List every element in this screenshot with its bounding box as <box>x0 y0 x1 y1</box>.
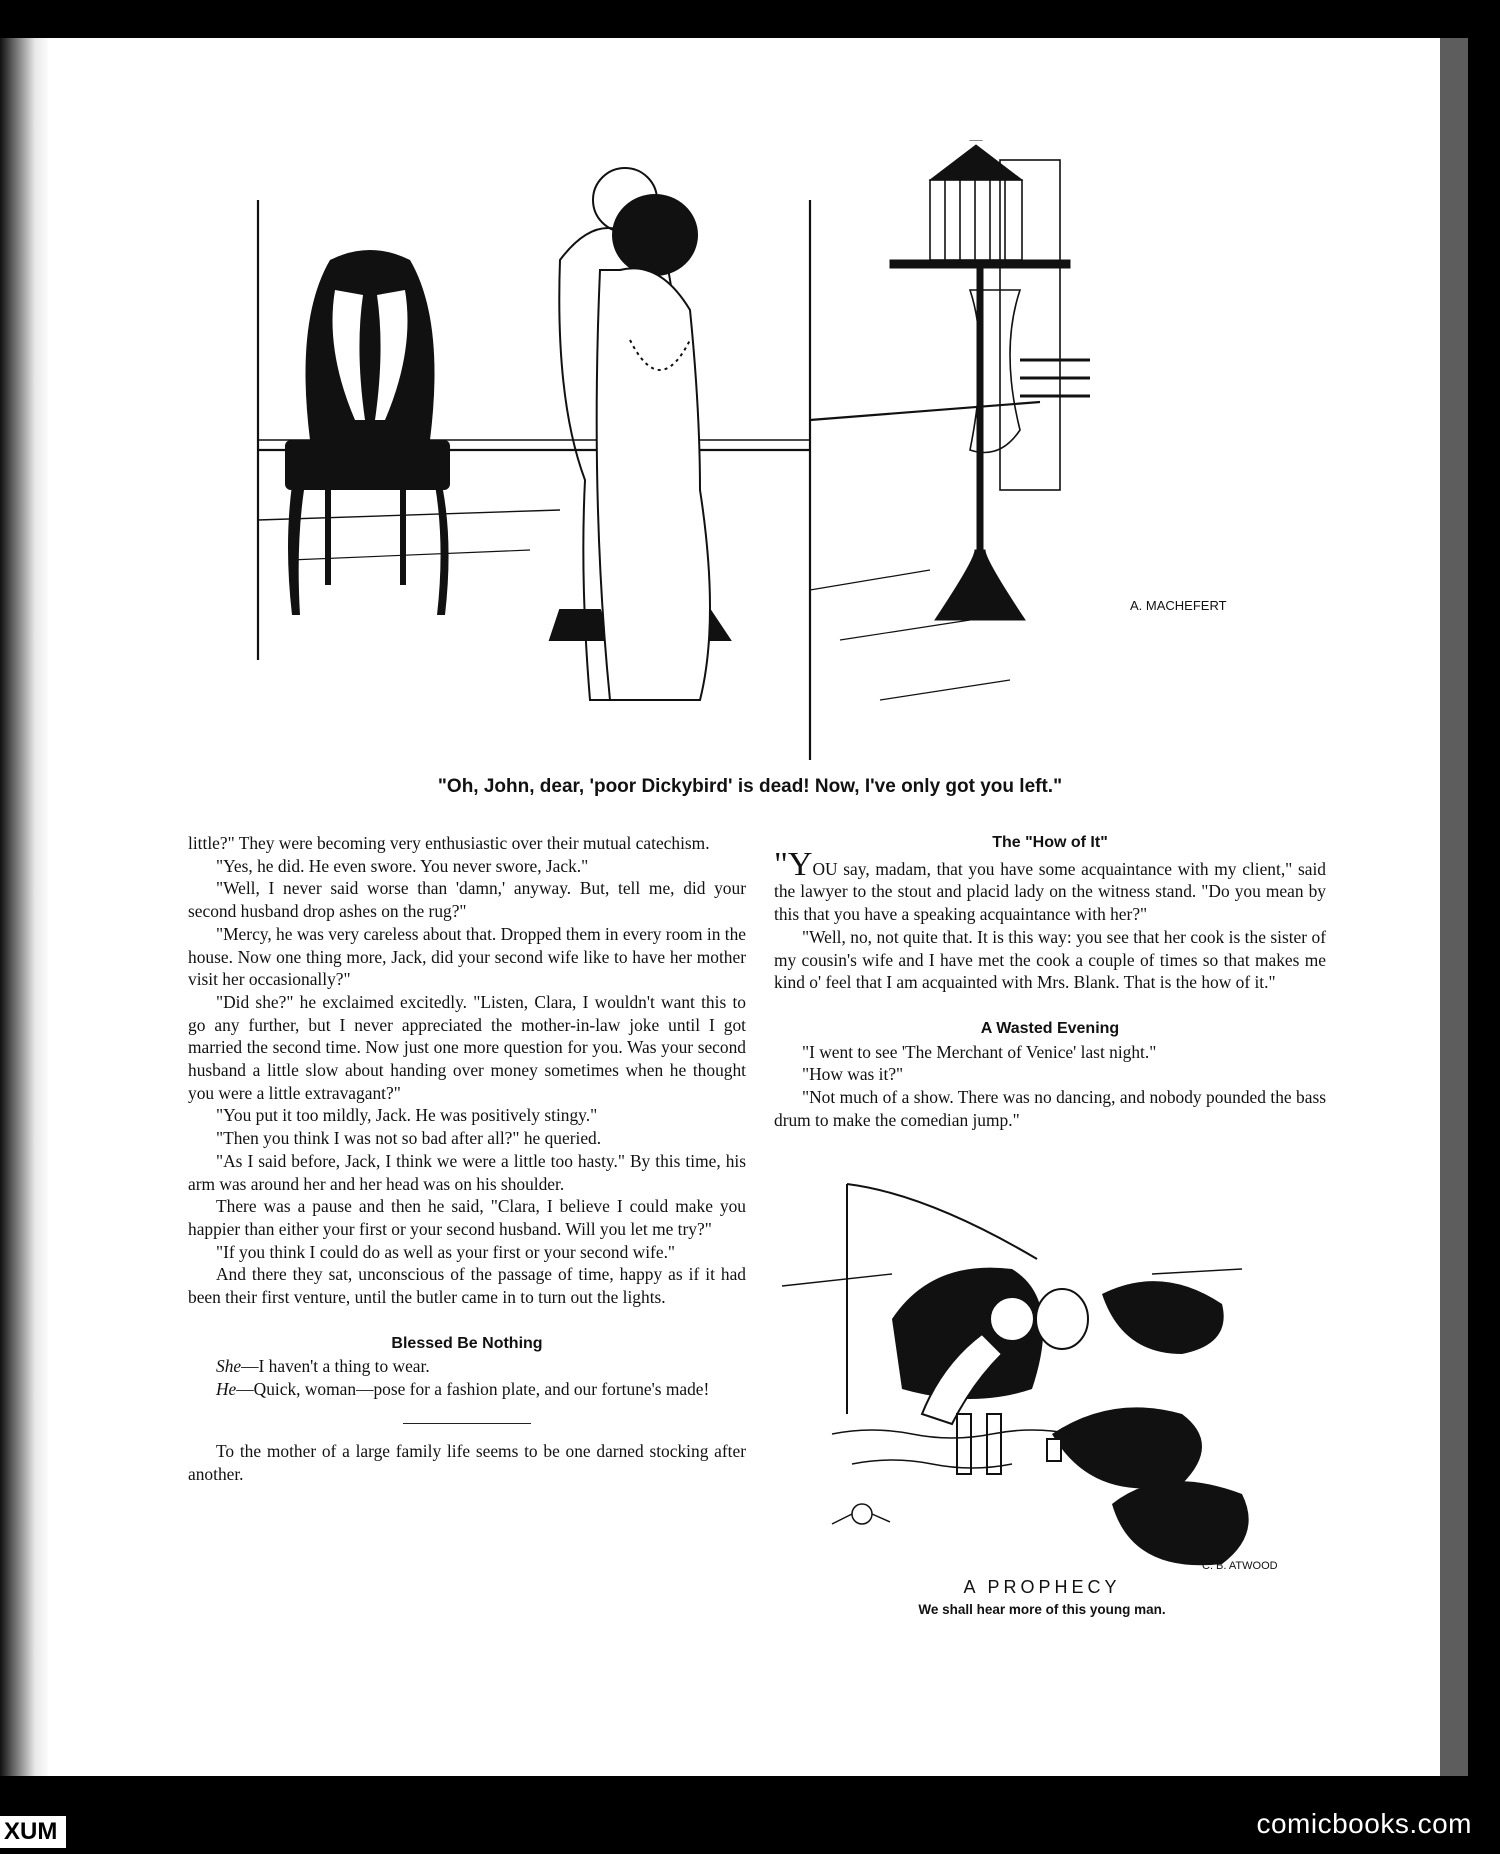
how-of-it-text: OU say, madam, that you have some acquaintance with my client," said the lawyer to the stout and placid lady on the witness stand. "Do you mean by this that you have a speaking acquaintance with her?" <box>774 858 1326 925</box>
right-text-column <box>774 832 1326 1131</box>
body-paragraph: "Then you think I was not so bad after all?" he queried. <box>216 1128 602 1149</box>
cartoon-couple-illustration <box>230 140 1310 780</box>
wasted-evening-line: "I went to see 'The Merchant of Venice' last night." <box>802 1041 1157 1062</box>
wasted-evening-line: "Not much of a show. There was no dancing, and nobody pounded the bass drum to make the comedian jump." <box>774 1087 1326 1130</box>
cartoon-top-signature: A. MACHEFERT <box>1130 598 1227 613</box>
speaker-he: He <box>216 1379 237 1400</box>
blessed-heading: Blessed Be Nothing <box>391 1334 543 1352</box>
blessed-line-she-text: —I haven't a thing to wear. <box>241 1356 430 1377</box>
cartoon-bottom-title: A PROPHECY <box>963 1577 1121 1597</box>
wasted-evening-heading: A Wasted Evening <box>980 1019 1120 1037</box>
body-paragraph: There was a pause and then he said, "Clara, I believe I could make you happier than either your first or your second husband. Will you let me try?" <box>188 1196 746 1239</box>
cartoon-top-caption: "Oh, John, dear, 'poor Dickybird' is dead! Now, I've only got you left." <box>437 776 1063 797</box>
body-paragraph: "Yes, he did. He even swore. You never swore, Jack." <box>216 855 589 876</box>
body-paragraph: little?" They were becoming very enthusiastic over their mutual catechism. <box>188 833 710 853</box>
body-paragraph: "Well, I never said worse than 'damn,' anyway. But, tell me, did your second husband drop ashes on the rug?" <box>188 878 746 922</box>
site-watermark: comicbooks.com <box>1256 1808 1472 1839</box>
page-edge-bar <box>1440 38 1468 1776</box>
body-paragraph: "If you think I could do as well as your first or your second wife." <box>216 1241 676 1262</box>
body-paragraph: "Mercy, he was very careless about that. Dropped them in every room in the house. Now one thing more, Jack, did your second wife like to have her mother visit her occasionally?" <box>188 923 746 990</box>
blessed-line-she <box>188 1355 746 1378</box>
blessed-line-he-text: —Quick, woman—pose for a fashion plate, and our fortune's made! <box>236 1379 710 1400</box>
drop-cap: "Y <box>774 845 813 883</box>
blessed-line-he <box>188 1378 746 1401</box>
cartoon-bottom-signature: C. B. ATWOOD <box>1202 1560 1278 1572</box>
how-of-it-paragraph-2: "Well, no, not quite that. It is this way: you see that her cook is the sister of my cousin's wife and I have met the cook a couple of times so that makes me kind o' feel that I am acquainted with Mrs. Blank. That is the how of it." <box>774 926 1326 993</box>
cartoon-fishing-boy-illustration <box>772 1174 1312 1584</box>
speaker-she: She <box>216 1356 242 1377</box>
how-of-it-paragraph <box>774 845 1326 926</box>
left-text-column <box>188 832 746 1486</box>
body-paragraph: "Did she?" he exclaimed excitedly. "Listen, Clara, I wouldn't want this to go any further, but I never appreciated the mother-in-law joke until I got married the second time. Now just one more question for you. Was your second husband a little slow about handing over money sometimes when he thought you were a little extravagant?" <box>188 991 746 1103</box>
body-paragraph: And there they sat, unconscious of the passage of time, happy as if it had been their first venture, until the butler came in to turn out the lights. <box>188 1264 746 1308</box>
cartoon-bottom-subtitle: We shall hear more of this young man. <box>918 1602 1166 1617</box>
body-paragraph: "As I said before, Jack, I think we were a little too hasty." By this time, his arm was around her and her head was on his shoulder. <box>188 1150 746 1194</box>
body-paragraph: "You put it too mildly, Jack. He was positively stingy." <box>216 1105 598 1126</box>
section-divider <box>403 1423 531 1425</box>
wasted-evening-line: "How was it?" <box>802 1064 904 1085</box>
how-of-it-heading: The "How of It" <box>992 834 1108 851</box>
mother-joke: To the mother of a large family life seems to be one darned stocking after another. <box>188 1441 746 1485</box>
page-gutter <box>0 38 50 1776</box>
xum-badge: XUM <box>0 1816 66 1848</box>
